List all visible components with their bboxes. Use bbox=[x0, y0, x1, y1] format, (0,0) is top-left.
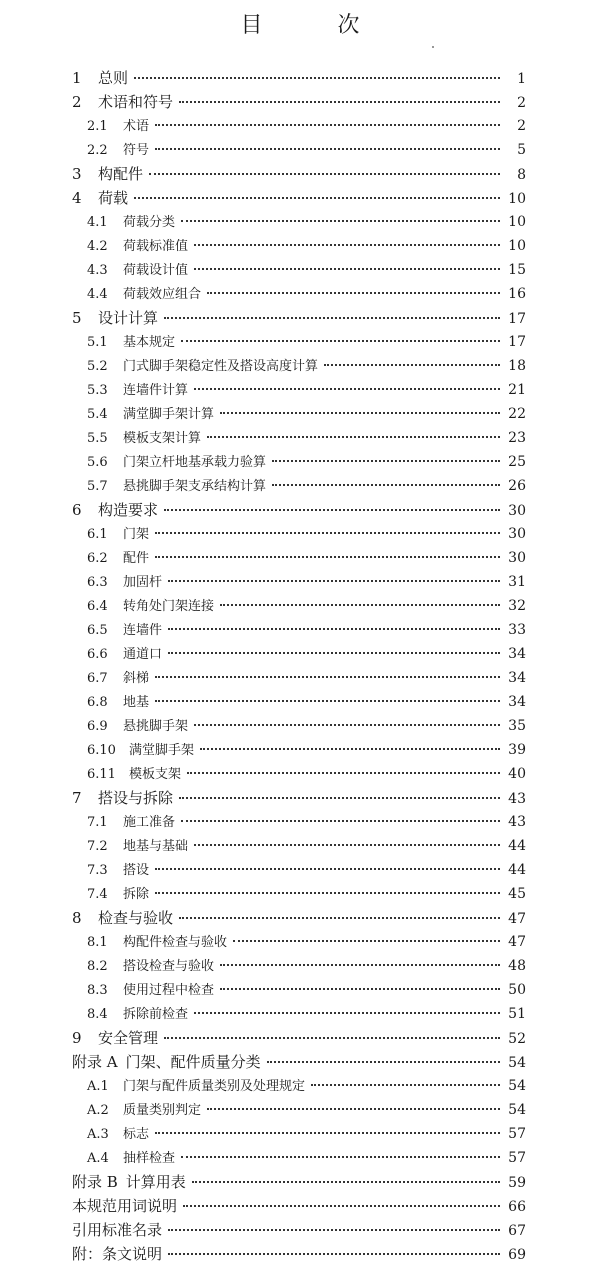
dot-leader bbox=[179, 101, 500, 103]
dot-leader bbox=[272, 484, 500, 486]
toc-entry-number: A.3 bbox=[87, 1127, 109, 1142]
toc-entry-page: 67 bbox=[508, 1223, 526, 1239]
toc-entry-page: 57 bbox=[508, 1150, 526, 1166]
toc-entry[interactable] bbox=[72, 930, 526, 954]
toc-entry[interactable] bbox=[72, 738, 526, 762]
dot-leader bbox=[194, 1012, 500, 1014]
toc-entry-label: 配件 bbox=[123, 551, 150, 566]
toc-entry-label: 满堂脚手架 bbox=[129, 743, 195, 758]
dot-leader bbox=[194, 724, 500, 726]
dot-leader bbox=[267, 1061, 500, 1063]
dot-leader bbox=[155, 124, 500, 126]
dot-leader bbox=[272, 460, 500, 462]
toc-entry-page: 57 bbox=[508, 1126, 526, 1142]
toc-entry-page: 22 bbox=[508, 406, 526, 422]
toc-entry-label: 附：条文说明 bbox=[72, 1245, 163, 1263]
toc-entry[interactable] bbox=[72, 66, 526, 90]
toc-entry-page: 33 bbox=[508, 622, 526, 638]
toc-entry-label: 通道口 bbox=[123, 647, 163, 662]
toc-entry[interactable] bbox=[72, 546, 526, 570]
toc-entry-page: 34 bbox=[508, 694, 526, 710]
toc-entry-page: 48 bbox=[508, 958, 526, 974]
toc-entry-number: 7.2 bbox=[87, 839, 108, 854]
toc-entry-label: 基本规定 bbox=[123, 335, 176, 350]
toc-entry[interactable] bbox=[72, 138, 526, 162]
toc-entry[interactable] bbox=[72, 330, 526, 354]
toc-entry-page: 15 bbox=[508, 262, 526, 278]
toc-entry-number: 4 bbox=[72, 189, 82, 207]
toc-entry-page: 2 bbox=[517, 118, 526, 134]
toc-entry-number: 6.6 bbox=[87, 647, 108, 662]
toc-entry[interactable] bbox=[72, 90, 526, 114]
dot-leader bbox=[149, 173, 500, 175]
dot-leader bbox=[207, 1108, 500, 1110]
dot-leader bbox=[181, 1156, 500, 1158]
toc-entry-page: 59 bbox=[508, 1175, 526, 1191]
toc-entry[interactable] bbox=[72, 642, 526, 666]
dot-leader bbox=[324, 364, 500, 366]
toc-entry-page: 45 bbox=[508, 886, 526, 902]
toc-entry-number: 8.4 bbox=[87, 1007, 108, 1022]
toc-entry-number: 8.3 bbox=[87, 983, 108, 998]
toc-entry[interactable] bbox=[72, 498, 526, 522]
toc-entry-number: 3 bbox=[72, 165, 82, 183]
dot-leader bbox=[134, 197, 500, 199]
toc-entry-number: 4.4 bbox=[87, 287, 108, 302]
toc-entry-number: 6.5 bbox=[87, 623, 108, 638]
toc-entry-label: 门式脚手架稳定性及搭设高度计算 bbox=[123, 359, 319, 374]
toc-entry-label: 转角处门架连接 bbox=[123, 599, 215, 614]
toc-entry-label: 模板支架 bbox=[129, 767, 182, 782]
toc-entry-number: 5.3 bbox=[87, 383, 108, 398]
dot-leader bbox=[134, 77, 500, 79]
toc-entry[interactable] bbox=[72, 978, 526, 1002]
dot-leader bbox=[155, 868, 500, 870]
toc-entry[interactable] bbox=[72, 450, 526, 474]
toc-entry-label: 门架 bbox=[123, 527, 150, 542]
toc-entry[interactable] bbox=[72, 1098, 526, 1122]
toc-entry-number: 4.3 bbox=[87, 263, 108, 278]
dot-leader bbox=[155, 148, 500, 150]
toc-entry-number: 6 bbox=[72, 501, 82, 519]
toc-entry-page: 1 bbox=[517, 71, 526, 87]
toc-entry-page: 44 bbox=[508, 862, 526, 878]
dot-leader bbox=[155, 556, 500, 558]
toc-entry[interactable] bbox=[72, 618, 526, 642]
dot-leader bbox=[200, 748, 500, 750]
toc-entry[interactable] bbox=[72, 1026, 526, 1050]
toc-entry-number: 8 bbox=[72, 909, 82, 927]
toc-entry[interactable] bbox=[72, 162, 526, 186]
toc-entry-label: 荷载标准值 bbox=[123, 239, 189, 254]
toc-entry-label: 搭设与拆除 bbox=[98, 789, 174, 807]
toc-entry-label: 地基 bbox=[123, 695, 150, 710]
toc-entry-label: 荷载设计值 bbox=[123, 263, 189, 278]
toc-entry[interactable] bbox=[72, 306, 526, 330]
dot-leader bbox=[164, 509, 500, 511]
toc-entry[interactable] bbox=[72, 522, 526, 546]
dot-leader bbox=[168, 628, 500, 630]
dot-leader bbox=[192, 1181, 500, 1183]
toc-entry-number: 5 bbox=[72, 309, 82, 327]
dot-leader bbox=[179, 797, 500, 799]
toc-entry[interactable] bbox=[72, 1194, 526, 1218]
toc-entry-page: 10 bbox=[508, 238, 526, 254]
toc-entry-page: 35 bbox=[508, 718, 526, 734]
toc-entry-number: 2.1 bbox=[87, 119, 108, 134]
toc-entry[interactable] bbox=[72, 402, 526, 426]
toc-entry-page: 47 bbox=[508, 934, 526, 950]
toc-entry-label: 抽样检查 bbox=[123, 1151, 176, 1166]
toc-entry[interactable] bbox=[72, 1074, 526, 1098]
toc-entry-label: 计算用表 bbox=[125, 1173, 186, 1191]
toc-entry-label: 悬挑脚手架支承结构计算 bbox=[123, 479, 267, 494]
dot-leader bbox=[311, 1084, 500, 1086]
toc-entry[interactable] bbox=[72, 954, 526, 978]
toc-entry-label: 门架立杆地基承载力验算 bbox=[123, 455, 267, 470]
dot-leader bbox=[155, 532, 500, 534]
toc-entry-label: 标志 bbox=[123, 1127, 150, 1142]
toc-entry-label: 施工准备 bbox=[123, 815, 176, 830]
toc-entry[interactable] bbox=[72, 186, 526, 210]
toc-entry-number: 2.2 bbox=[87, 143, 108, 158]
toc-entry-page: 32 bbox=[508, 598, 526, 614]
toc-entry[interactable] bbox=[72, 1050, 526, 1074]
toc-entry-number: 7.3 bbox=[87, 863, 108, 878]
dot-leader bbox=[220, 412, 500, 414]
dot-leader bbox=[220, 964, 500, 966]
dot-leader bbox=[181, 340, 500, 342]
toc-entry[interactable] bbox=[72, 234, 526, 258]
toc-entry-number: A.2 bbox=[87, 1103, 109, 1118]
toc-entry-page: 21 bbox=[508, 382, 526, 398]
toc-entry-label: 地基与基础 bbox=[123, 839, 189, 854]
dot-leader bbox=[181, 220, 500, 222]
toc-entry-label: 质量类别判定 bbox=[123, 1103, 202, 1118]
dot-leader bbox=[155, 676, 500, 678]
dot-leader bbox=[194, 388, 500, 390]
toc-entry-label: 加固杆 bbox=[123, 575, 163, 590]
toc-entry-label: 检查与验收 bbox=[98, 909, 174, 927]
toc-entry-number: 5.1 bbox=[87, 335, 108, 350]
toc-entry[interactable] bbox=[72, 1242, 526, 1266]
toc-entry-number: 6.3 bbox=[87, 575, 108, 590]
toc-entry-page: 10 bbox=[508, 191, 526, 207]
toc-entry[interactable] bbox=[72, 834, 526, 858]
toc-entry-label: 构配件检查与验收 bbox=[123, 935, 228, 950]
toc-entry-number: 8.1 bbox=[87, 935, 108, 950]
toc-entry[interactable] bbox=[72, 882, 526, 906]
dot-leader bbox=[155, 1132, 500, 1134]
dot-leader bbox=[164, 1037, 500, 1039]
toc-entry-label: 荷载分类 bbox=[123, 215, 176, 230]
toc-entry-page: 34 bbox=[508, 670, 526, 686]
dot-leader bbox=[194, 244, 500, 246]
toc-entry[interactable] bbox=[72, 474, 526, 498]
toc-entry-number: 附录 B bbox=[72, 1173, 118, 1191]
dot-leader bbox=[179, 917, 500, 919]
toc-entry-page: 10 bbox=[508, 214, 526, 230]
toc-entry-page: 54 bbox=[508, 1102, 526, 1118]
toc-entry-label: 模板支架计算 bbox=[123, 431, 202, 446]
toc-entry-page: 8 bbox=[517, 167, 526, 183]
toc-entry-page: 51 bbox=[508, 1006, 526, 1022]
toc-entry[interactable] bbox=[72, 906, 526, 930]
toc-entry-page: 26 bbox=[508, 478, 526, 494]
toc-entry-page: 31 bbox=[508, 574, 526, 590]
toc-entry[interactable] bbox=[72, 666, 526, 690]
toc-entry-page: 43 bbox=[508, 814, 526, 830]
toc-entry-page: 18 bbox=[508, 358, 526, 374]
table-of-contents bbox=[72, 66, 526, 1266]
toc-entry-label: 使用过程中检查 bbox=[123, 983, 215, 998]
toc-entry[interactable] bbox=[72, 810, 526, 834]
dot-leader bbox=[164, 317, 500, 319]
toc-entry-page: 66 bbox=[508, 1199, 526, 1215]
toc-entry-number: 附录 A bbox=[72, 1053, 118, 1071]
toc-entry-page: 30 bbox=[508, 503, 526, 519]
toc-entry-page: 17 bbox=[508, 311, 526, 327]
toc-entry-page: 50 bbox=[508, 982, 526, 998]
toc-entry-number: 9 bbox=[72, 1029, 82, 1047]
toc-entry-page: 34 bbox=[508, 646, 526, 662]
toc-entry-number: A.1 bbox=[87, 1079, 109, 1094]
toc-entry[interactable] bbox=[72, 570, 526, 594]
toc-entry-label: 搭设 bbox=[123, 863, 150, 878]
toc-entry-number: 4.2 bbox=[87, 239, 108, 254]
toc-entry-page: 54 bbox=[508, 1055, 526, 1071]
toc-entry-page: 30 bbox=[508, 550, 526, 566]
toc-entry-page: 44 bbox=[508, 838, 526, 854]
toc-entry[interactable] bbox=[72, 258, 526, 282]
toc-entry-page: 25 bbox=[508, 454, 526, 470]
page-title: 目 次 bbox=[240, 13, 394, 38]
toc-entry[interactable] bbox=[72, 114, 526, 138]
toc-entry-number: 4.1 bbox=[87, 215, 108, 230]
toc-entry-page: 30 bbox=[508, 526, 526, 542]
toc-entry-page: 43 bbox=[508, 791, 526, 807]
toc-entry-label: 构造要求 bbox=[98, 501, 159, 519]
toc-entry-number: 6.2 bbox=[87, 551, 108, 566]
toc-entry-number: 2 bbox=[72, 93, 82, 111]
toc-entry-label: 门架与配件质量类别及处理规定 bbox=[123, 1079, 306, 1094]
toc-entry-number: 5.4 bbox=[87, 407, 108, 422]
toc-entry-page: 39 bbox=[508, 742, 526, 758]
toc-entry-label: 连墙件 bbox=[123, 623, 163, 638]
toc-entry-label: 术语和符号 bbox=[98, 93, 174, 111]
toc-entry-label: 拆除 bbox=[123, 887, 150, 902]
toc-entry-page: 2 bbox=[517, 95, 526, 111]
toc-entry[interactable] bbox=[72, 690, 526, 714]
dot-leader bbox=[220, 988, 500, 990]
toc-entry-label: 术语 bbox=[123, 119, 150, 134]
scan-speck bbox=[432, 46, 434, 48]
toc-entry-number: 6.1 bbox=[87, 527, 108, 542]
dot-leader bbox=[187, 772, 500, 774]
dot-leader bbox=[168, 652, 500, 654]
toc-entry-number: 8.2 bbox=[87, 959, 108, 974]
toc-entry-label: 安全管理 bbox=[98, 1029, 159, 1047]
toc-entry-page: 16 bbox=[508, 286, 526, 302]
toc-entry-page: 52 bbox=[508, 1031, 526, 1047]
toc-entry-label: 总则 bbox=[98, 69, 129, 87]
toc-entry-number: 5.6 bbox=[87, 455, 108, 470]
toc-entry[interactable] bbox=[72, 354, 526, 378]
toc-entry-number: 6.4 bbox=[87, 599, 108, 614]
toc-entry[interactable] bbox=[72, 1002, 526, 1026]
toc-entry-number: 7 bbox=[72, 789, 82, 807]
toc-entry-number: 7.4 bbox=[87, 887, 108, 902]
toc-entry[interactable] bbox=[72, 1146, 526, 1170]
toc-entry-label: 拆除前检查 bbox=[123, 1007, 189, 1022]
toc-entry-number: 6.8 bbox=[87, 695, 108, 710]
dot-leader bbox=[168, 1253, 500, 1255]
toc-entry-label: 连墙件计算 bbox=[123, 383, 189, 398]
toc-entry-number: 1 bbox=[72, 69, 82, 87]
toc-entry-number: A.4 bbox=[87, 1151, 109, 1166]
toc-entry-page: 5 bbox=[517, 142, 526, 158]
toc-entry-label: 构配件 bbox=[98, 165, 144, 183]
toc-entry-number: 6.9 bbox=[87, 719, 108, 734]
toc-entry-label: 设计计算 bbox=[98, 309, 159, 327]
toc-entry-label: 满堂脚手架计算 bbox=[123, 407, 215, 422]
toc-entry-label: 本规范用词说明 bbox=[72, 1197, 178, 1215]
toc-entry-label: 悬挑脚手架 bbox=[123, 719, 189, 734]
toc-entry-page: 40 bbox=[508, 766, 526, 782]
dot-leader bbox=[168, 1229, 500, 1231]
toc-entry[interactable] bbox=[72, 714, 526, 738]
toc-entry-label: 搭设检查与验收 bbox=[123, 959, 215, 974]
dot-leader bbox=[194, 268, 500, 270]
toc-entry[interactable] bbox=[72, 762, 526, 786]
toc-entry-number: 5.2 bbox=[87, 359, 108, 374]
toc-entry-number: 5.7 bbox=[87, 479, 108, 494]
dot-leader bbox=[233, 940, 500, 942]
toc-entry-number: 5.5 bbox=[87, 431, 108, 446]
toc-entry-number: 6.7 bbox=[87, 671, 108, 686]
toc-entry[interactable] bbox=[72, 282, 526, 306]
toc-entry-label: 引用标准名录 bbox=[72, 1221, 163, 1239]
toc-entry[interactable] bbox=[72, 786, 526, 810]
toc-entry-page: 17 bbox=[508, 334, 526, 350]
toc-entry-label: 门架、配件质量分类 bbox=[125, 1053, 261, 1071]
toc-entry-label: 符号 bbox=[123, 143, 150, 158]
toc-entry-number: 7.1 bbox=[87, 815, 108, 830]
toc-entry-page: 47 bbox=[508, 911, 526, 927]
toc-entry[interactable] bbox=[72, 1218, 526, 1242]
toc-entry[interactable] bbox=[72, 594, 526, 618]
toc-entry[interactable] bbox=[72, 426, 526, 450]
toc-entry-page: 69 bbox=[508, 1247, 526, 1263]
toc-entry-label: 斜梯 bbox=[123, 671, 150, 686]
toc-entry[interactable] bbox=[72, 858, 526, 882]
toc-entry-number: 6.10 bbox=[87, 743, 116, 758]
dot-leader bbox=[155, 892, 500, 894]
toc-entry-label: 荷载效应组合 bbox=[123, 287, 202, 302]
dot-leader bbox=[155, 700, 500, 702]
toc-entry-page: 23 bbox=[508, 430, 526, 446]
toc-entry[interactable] bbox=[72, 378, 526, 402]
toc-entry[interactable] bbox=[72, 1170, 526, 1194]
dot-leader bbox=[181, 820, 500, 822]
toc-entry-page: 54 bbox=[508, 1078, 526, 1094]
dot-leader bbox=[207, 292, 500, 294]
dot-leader bbox=[220, 604, 500, 606]
toc-entry[interactable] bbox=[72, 1122, 526, 1146]
toc-entry-number: 6.11 bbox=[87, 767, 116, 782]
toc-entry-label: 荷载 bbox=[98, 189, 129, 207]
dot-leader bbox=[194, 844, 500, 846]
dot-leader bbox=[207, 436, 500, 438]
dot-leader bbox=[168, 580, 500, 582]
toc-entry[interactable] bbox=[72, 210, 526, 234]
dot-leader bbox=[183, 1205, 500, 1207]
